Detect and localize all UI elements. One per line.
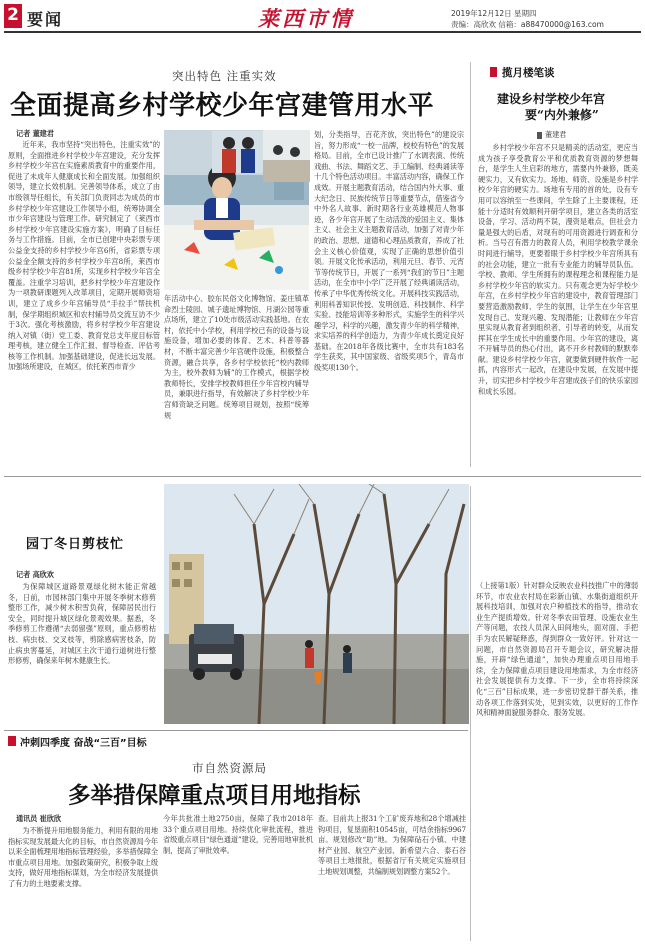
trees-photo [164,484,469,724]
page-number: 2 [7,5,19,25]
lead-photo-right [263,130,310,182]
column-byline-marker [537,132,542,139]
lead-photo-small [212,131,266,173]
column-divider [470,62,471,467]
bottom-kicker: 市自然资源局 [192,761,267,775]
trees-body: 为保障城区道路景观绿化树木能正常越冬，日前，市园林部门集中开展冬季树木修剪整形工作，减少树木积雪负荷，保障居民出行安全，同时提升城区绿化景观效果。据悉，冬季修剪工作遵循“去弱留强”原则，重点修剪枯枝、病虫枝、交叉枝等，剪除感病害枝条，防止病虫害蔓延，对城区主次干道行道树进行整形修剪，确保来年树木健康生长。 [8,582,156,666]
trees-headline: 园丁冬日剪枝忙 [26,537,125,552]
column-body: 乡村学校少年宫不只是精美的活动室，更应当成为孩子享受教育公平和优质教育资源的梦想舞台，是学生人生启彩的地方，需要内外兼修，既美硬实力，又有软实力。场地、师资、设施是乡村学校少年宫的硬实力。场地有专用的首的处，设有专用可以容纳至一些课间，学生除了上主要课程，还能十分适时有效顺利开研学项目，建立各类的活室设备，学习、活动两不误，漫资是难点，但社会力量是强大的后盾，对现有的可用资源进行调查和分析。当号召有潜力的教育人员，利用学校教学课余时间进行辅导，更要着眼于乡村学校少年宫所具有的社会功能，建立一批有专业能力的辅导员队伍。学校、教师、学生所拥有的课程理念和课程能力是乡村学校少年宫的软实力。只有观念更为好学校少年宫，在乡村学校少年宫的建设中，教育管理部门要营造激励教师、学生的氛围，让学生在少年宫里发现自己、发现兴趣、发现潜能；让教师在少年宫里实现从教育者到组织者、引导者的转变，从而发挥其在学生成长中的重要作用。少年宫的建设，离不开辅导员的热心付出，离不开乡村教师的默默奉献。建设乡村学校少年宫，就要做到硬件软件一起抓，内容形式一起改，在建设中发展，在发展中提升，切实把乡村学校少年宫建成孩子们的快乐家园和成长乐园。 [478,143,638,396]
bottom-headline: 多举措保障重点项目用地指标 [68,783,361,809]
column-label: 揽月楼笔谈 [502,67,555,79]
editor-line: 责编：高欣欢 信箱：a88470000@163.com [451,20,604,29]
bottom-byline: 通讯员 崔欣欣 [16,814,61,823]
section-rule-2 [4,730,468,731]
section-title: 要闻 [27,10,64,29]
masthead-rule [4,31,641,33]
trees-byline: 记者 高欣欢 [16,570,54,579]
bottom-col3: 查。目前共上报31个工矿废弃地和28个增减挂钩项目，复垦面积10545亩，可结余指标9967亩。规划修改“助”地。为保障砧石小镇、中建材产业园、航空产业园、新希望六合、泰石谷等项目土地报批，根据省厅有关规定实施项目土地规划调整，共编制规划调整方案52个。 [318,814,466,876]
column-byline: 董建君 [545,130,567,139]
lead-col1: 近年来，我市坚持“突出特色，注重实效”的原则，全面推进乡村学校少年宫建设，充分发挥乡村学校少年宫在实施素质教育中的重要作用，促进了未成年人健康成长和全面发展。加强组织领导，建立长效机制。完善领导体系，成立了由市级领导任组长，有关部门负责同志为成员的市乡村学校少年宫建设工作领导小组，统筹协调全市少年宫建设与管理工作。研究制定了《莱西市乡村学校少年宫建设实施方案》，明确了目标任务与工作措施。目前，全市已创建中央彩票专项公益金支持的乡村学校少年宫6所，省彩票专项公益金全额支持的乡村学校少年宫8所，莱西市级乡村学校少年宫81所，实现乡村学校少年宫全覆盖。注重学习培训，把乡村学校少年宫建设作为一项教研课题列入改革项目，定期开展师资培训，建立了成乡少年宫辅导员“手拉手”帮扶机制，保学期组织城区和农村辅导员交流互访不少于3次。强化考核激励，将乡村学校少年宫建设纳入对镇（街）党工委、教育党总支年度目标管理考核，建立健全工作汇报、督导检查、评估考核等工作机制。加强基础建设，促进长远发展。加强场所建设，在城区，依托莱西市青少 [8,140,160,372]
bottom-col2: 今年共批准土地2750亩，保障了我市2018年33个重点项目用地。持续优化审批流程，推进省级重点项目“绿色通道”建设，完善用地审批机制，提高了审批效率。 [163,814,313,855]
lead-headline: 全面提高乡村学校少年宫建管用水平 [10,91,435,121]
paper-name: 莱西市情 [258,6,354,31]
bottom-banner: 冲刺四季度 奋战“三百”目标 [20,738,147,749]
trees-caption: （上接第1版）针对群众反映农业科技推广中的薄弱环节，市农业农村局在彩新山镇、水集街道组织开展科技培训，加强对农户种植技术的指导，推动农业生产提质增效。针对冬季农田管理、设施农业生产等问题，农技人员深入田间地头，面对面、手把手为农民解疑释惑，得到群众一致好评。针对这一问题，市自然资源局召开专题会议，研究解决措施，开辟“绿色通道”，加快办理重点项目用地手续，全力保障重点项目建设用地需求，为全市经济社会发展提供有力支撑。下一步，全市将持续深化“三百”目标成果，进一步密切党群干群关系，推动各项工作落到实处，见到实效，以更好的工作作风和精神面貌服务群众、服务发展。 [476,581,638,718]
lead-kicker: 突出特色 注重实效 [172,69,277,83]
bottom-col1: 为不断提升用地服务能力，利用有限的用地指标实现发展最大化的目标，市自然资源局今年以来全面梳理用地指标管理经验，多举措保障全市重点项目用地。加强政策研究，积极争取上级支持，做好用地指标谋划，为全市经济发展提供了有力的土地要素支撑。 [8,826,158,888]
section-rule-1 [4,476,641,477]
lead-byline: 记者 董建君 [16,129,54,138]
date-line: 2019年12月12日 星期四 [451,9,537,18]
caption-divider [470,486,471,941]
column-marker [490,67,497,77]
lead-col3: 划，分类指导，百花齐放，突出特色”的建设宗旨，努力形成“一校一品牌，校校有特色”的发展格局。目前，全市已设计推广了水调表演、传统戏曲、书法、舞蹈文艺、手工编制、经典诵读等十几个特色活动项目。丰富活动内容，确保工作成效。开展主题教育活动，结合国内外大事、重大纪念日、民族传统节日等重要节点，借鉴省今中外名人故事、新时期各行业英雄模范人物事迹，各少年宫开展了生动活泼的爱国主义、集体主义、社会主义主题教育活动，加强了对青少年的政治、思想、道德和心理品质教育，养成了社会主义核心价值观，实现了正确的思想价值引领。开展文化传承活动，利用元旦、春节、元宵节等传统节日，开展了一系列“我们的节日”主题活动，在全市中小学广泛开展了经典诵读活动，传承了中华优秀传统文化。开展科技实践活动，利用科普知识传授、发明创造、科技制作、科学实验、技能培训等多种形式，实施学生的科学兴趣学习，科学的兴趣，激发青少年的科学精神，求实培养的科学创造力，为青少年成长奠定良好基础。在2018年各级比赛中，全市共有183名学生获奖，其中国家级、省级奖项5个，青岛市级奖项130个。 [314,130,464,373]
column-headline-1: 建设乡村学校少年宫 [497,92,606,106]
banner-marker [8,736,16,746]
lead-col2: 年活动中心、胶东民俗文化博物馆、姜庄镇革命烈士陵园、城子遗址博物馆、月湖公园等重点场所，建立了10处市级活动实践基地。在农村，依托中小学校，利用学校已有的设备与设施设备，增加必要的体育、艺术、科普等器材，不断丰富完善少年宫硬件设施，积极整合资源，融合共享，各乡村学校依托“校内教师为主，校外教师为辅”的工作模式，根据学校教师特长，安排学校教师担任少年宫校内辅导员，兼职进行指导，有效解决了乡村学校少年宫师资缺乏问题。统筹项目规划，按照“统筹规 [164,294,309,420]
column-headline-2: 要“内外兼修” [525,108,599,122]
